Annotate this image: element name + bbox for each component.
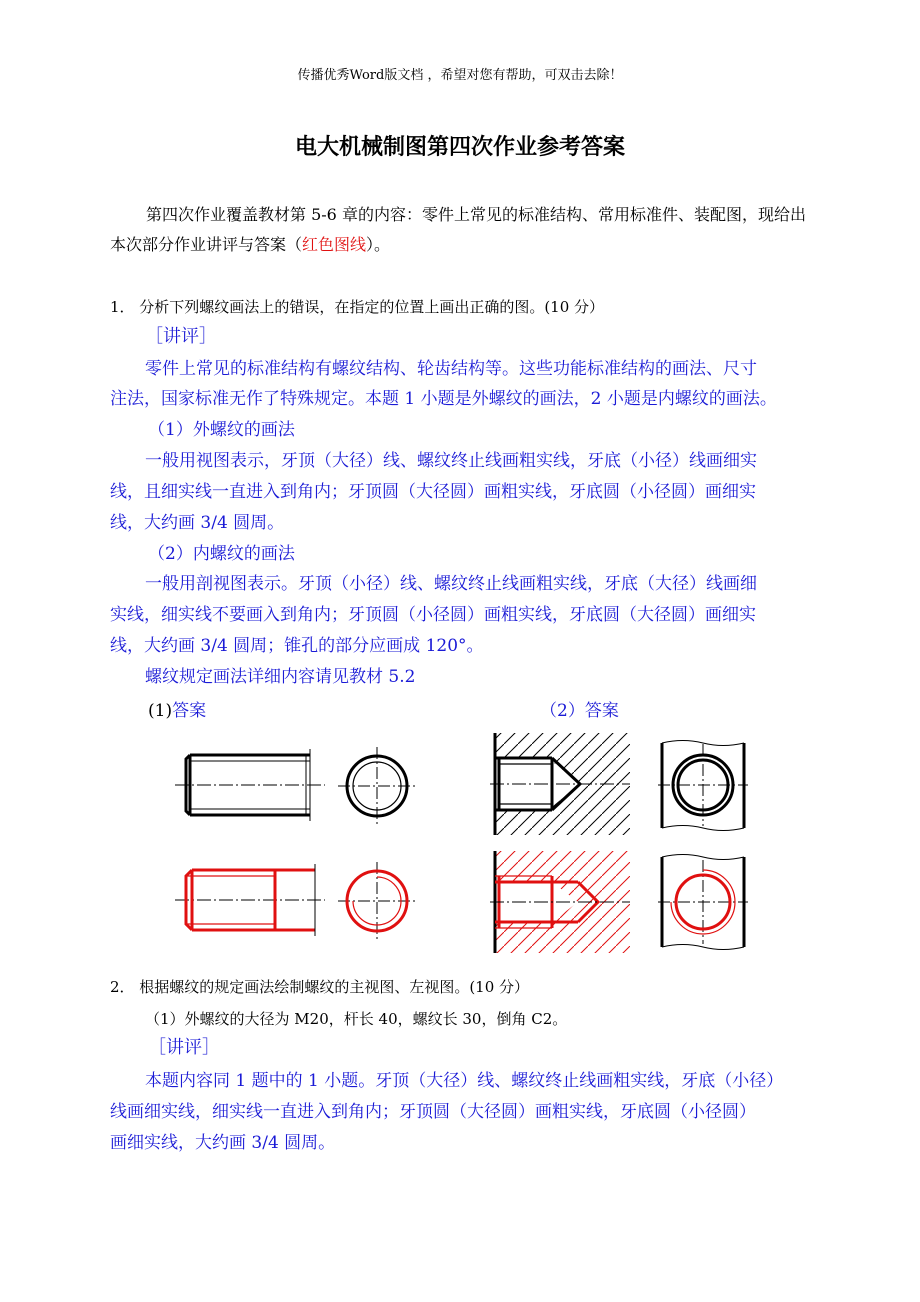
internal-thread-section-answer [490,848,635,956]
q1-review-line: 螺纹规定画法详细内容请见教材 5.2 [145,667,416,687]
q1-review-line: 线，且细实线一直进入到角内；牙顶圆（大径圆）画粗实线，牙底圆（小径圆）画细实 [110,482,756,502]
answer-1-number: (1) [148,701,173,721]
external-thread-side-view-answer [170,860,330,942]
q1-review-line: 注法，国家标准无作了特殊规定。本题 1 小题是外螺纹的画法，2 小题是内螺纹的画法。 [110,389,777,409]
page-title: 电大机械制图第四次作业参考答案 [294,134,625,160]
external-thread-end-view-answer [336,860,418,942]
q1-review-line: 零件上常见的标准结构有螺纹结构、轮齿结构等。这些功能标准结构的画法、尺寸 [145,359,757,379]
intro-line-2 [110,230,390,260]
q2-review-line: 画细实线，大约画 3/4 圆周。 [110,1133,336,1153]
q1-review-line: 一般用剖视图表示。牙顶（小径）线、螺纹终止线画粗实线，牙底（大径）线画细 [145,574,757,594]
intro-prefix: 本次部分作业讲评与答案（ [110,235,303,254]
q1-review-line: 线，大约画 3/4 圆周。 [110,513,285,533]
q1-review-heading: ［讲评］ [145,326,217,347]
answer-1-label [148,696,206,721]
answer-2-label: （2）答案 [540,701,619,721]
internal-thread-end-view-given [658,738,748,833]
q1-review-line: 线，大约画 3/4 圆周；锥孔的部分应画成 120°。 [110,636,484,656]
answer-1-text: 答案 [172,701,207,721]
q1-review-line: 实线，细实线不要画入到角内；牙顶圆（小径圆）画粗实线，牙底圆（大径圆）画细实 [110,605,756,625]
q1-review-line: （2）内螺纹的画法 [148,544,295,564]
page-header: 传播优秀Word版文档 ，希望对您有帮助，可双击去除！ [297,68,623,83]
q1-review-line: 一般用视图表示，牙顶（大径）线、螺纹终止线画粗实线，牙底（小径）线画细实 [145,451,757,471]
internal-thread-end-view-answer [658,852,748,952]
intro-line-1: 第四次作业覆盖教材第 5-6 章的内容：零件上常见的标准结构、常用标准件、装配图，现给出 [146,205,806,224]
q2-question: 2． 根据螺纹的规定画法绘制螺纹的主视图、左视图。(10 分） [110,978,530,996]
q1-question: 1． 分析下列螺纹画法上的错误，在指定的位置上画出正确的图。(10 分） [110,298,605,316]
intro-red-text: 红色图线 [302,235,367,254]
q2-review-heading: ［讲评］ [148,1037,220,1058]
external-thread-end-view-given [336,745,418,827]
intro-suffix: ）。 [366,235,391,254]
q2-sub: （1）外螺纹的大径为 M20，杆长 40，螺纹长 30，倒角 C2。 [145,1010,568,1028]
q1-review-line: （1）外螺纹的画法 [148,420,295,440]
internal-thread-section-given [490,730,635,838]
q2-review-line: 本题内容同 1 题中的 1 小题。牙顶（大径）线、螺纹终止线画粗实线，牙底（小径） [145,1071,784,1091]
q2-review-line: 线画细实线，细实线一直进入到角内；牙顶圆（大径圆）画粗实线，牙底圆（小径圆） [110,1102,756,1122]
external-thread-side-view-given [170,745,330,827]
